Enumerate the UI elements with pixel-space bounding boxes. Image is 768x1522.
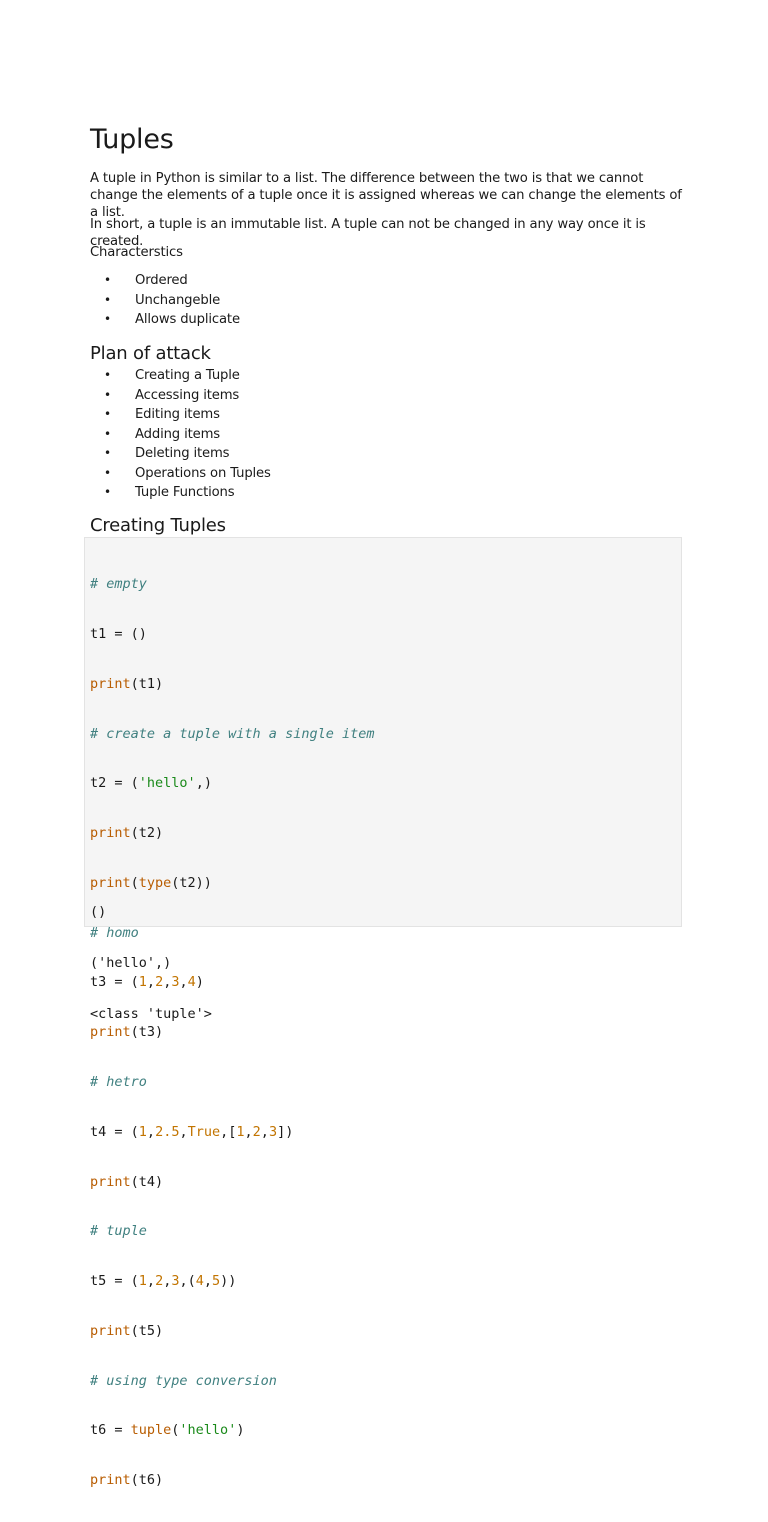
code-text: , bbox=[179, 974, 188, 991]
code-text: )) bbox=[220, 1273, 237, 1290]
output-line: ('hello',) bbox=[90, 955, 172, 971]
code-comment: # using type conversion bbox=[90, 1372, 277, 1389]
list-item: • Operations on Tuples bbox=[90, 464, 271, 484]
list-item: • Tuple Functions bbox=[90, 483, 271, 503]
code-text: , bbox=[163, 1273, 172, 1290]
code-output bbox=[90, 870, 212, 1057]
code-number: 1 bbox=[138, 1273, 147, 1290]
code-text: ,) bbox=[195, 775, 212, 792]
code-text: , bbox=[146, 1273, 156, 1290]
code-builtin: print bbox=[90, 1472, 131, 1489]
code-builtin: print bbox=[90, 1173, 131, 1190]
list-item: • Deleting items bbox=[90, 444, 271, 464]
plan-heading: Plan of attack bbox=[90, 343, 211, 364]
code-builtin: tuple bbox=[130, 1422, 172, 1439]
code-builtin: print bbox=[90, 675, 131, 692]
code-text: ) bbox=[236, 1422, 245, 1439]
code-text: t5 = ( bbox=[90, 1273, 139, 1290]
list-item: • Accessing items bbox=[90, 386, 271, 406]
code-text: ) bbox=[195, 974, 204, 991]
code-number: 1 bbox=[138, 1123, 147, 1140]
characteristics-label: Characterstics bbox=[90, 245, 183, 260]
code-number: 2 bbox=[155, 974, 164, 991]
characteristics-list bbox=[90, 271, 240, 330]
code-text: , bbox=[260, 1123, 269, 1140]
code-number: 4 bbox=[187, 974, 196, 991]
list-item: • Unchangeble bbox=[90, 291, 240, 311]
output-line: <class 'tuple'> bbox=[90, 1006, 212, 1022]
code-text: ( bbox=[130, 874, 139, 891]
list-item: • Adding items bbox=[90, 425, 271, 445]
code-number: 2 bbox=[252, 1123, 261, 1140]
code-text: (t5) bbox=[130, 1322, 164, 1339]
code-text: (t3) bbox=[130, 1024, 164, 1041]
code-number: 4 bbox=[195, 1273, 204, 1290]
code-text: , bbox=[146, 1123, 156, 1140]
code-keyword: True bbox=[187, 1123, 221, 1140]
code-text: (t2)) bbox=[171, 874, 212, 891]
plan-list bbox=[90, 366, 271, 503]
code-number: 1 bbox=[138, 974, 147, 991]
code-number: 1 bbox=[236, 1123, 245, 1140]
intro-paragraph-1: A tuple in Python is similar to a list. The difference between the two is that we cannot change the elements of a tuple once it is assigned whereas we can change the elements of a list. bbox=[90, 171, 682, 220]
list-item: • Editing items bbox=[90, 405, 271, 425]
code-number: 3 bbox=[171, 974, 180, 991]
code-text: t4 = ( bbox=[90, 1123, 139, 1140]
code-text: t6 = bbox=[90, 1422, 131, 1439]
code-text: , bbox=[146, 974, 156, 991]
code-string: 'hello' bbox=[179, 1422, 237, 1439]
code-string: 'hello' bbox=[138, 775, 196, 792]
page-title: Tuples bbox=[90, 124, 174, 155]
code-builtin: print bbox=[90, 1024, 131, 1041]
code-text: t3 = ( bbox=[90, 974, 139, 991]
code-number: 5 bbox=[212, 1273, 221, 1290]
code-comment: # create a tuple with a single item bbox=[90, 725, 375, 742]
code-text: t1 = () bbox=[90, 625, 147, 642]
code-number: 2.5 bbox=[155, 1123, 180, 1140]
intro-paragraph-2: In short, a tuple is an immutable list. A tuple can not be changed in any way once it is created. bbox=[90, 217, 646, 249]
code-text: (t6) bbox=[130, 1472, 164, 1489]
code-text: ,[ bbox=[220, 1123, 237, 1140]
code-text: ,( bbox=[179, 1273, 196, 1290]
code-comment: # hetro bbox=[90, 1074, 147, 1090]
code-builtin: print bbox=[90, 874, 131, 891]
output-line: () bbox=[90, 904, 107, 920]
list-item: • Creating a Tuple bbox=[90, 366, 271, 386]
code-number: 3 bbox=[171, 1273, 180, 1290]
code-text: (t4) bbox=[130, 1173, 164, 1190]
code-text: t2 = ( bbox=[90, 775, 139, 792]
code-builtin: type bbox=[138, 874, 172, 891]
code-builtin: print bbox=[90, 1322, 131, 1339]
code-comment: # empty bbox=[90, 576, 147, 593]
code-text: ]) bbox=[277, 1123, 294, 1140]
code-number: 3 bbox=[268, 1123, 278, 1140]
code-text: , bbox=[203, 1273, 213, 1290]
code-builtin: print bbox=[90, 825, 131, 842]
code-text: (t2) bbox=[130, 825, 164, 842]
code-text: , bbox=[179, 1123, 188, 1140]
list-item: • Allows duplicate bbox=[90, 310, 240, 330]
list-item: • Ordered bbox=[90, 271, 240, 291]
code-text: (t1) bbox=[130, 675, 164, 692]
code-text: , bbox=[244, 1123, 253, 1140]
code-number: 2 bbox=[155, 1273, 164, 1290]
code-text: ( bbox=[171, 1422, 180, 1439]
code-comment: # tuple bbox=[90, 1223, 147, 1240]
code-comment: # homo bbox=[90, 924, 139, 941]
creating-heading: Creating Tuples bbox=[90, 515, 226, 536]
code-text: , bbox=[163, 974, 172, 991]
